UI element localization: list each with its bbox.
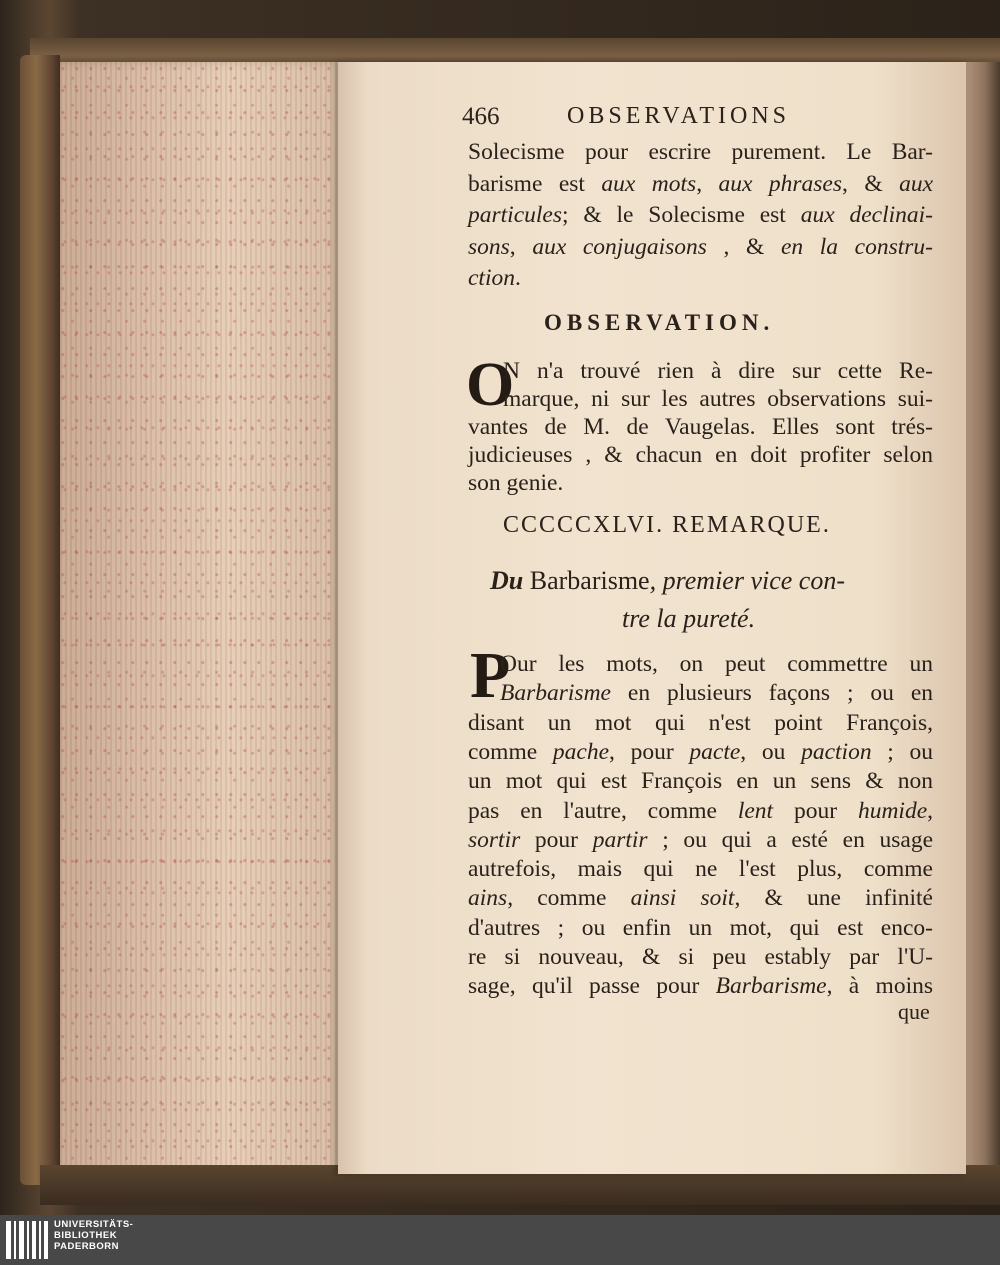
- facing-page-edge: [962, 62, 1000, 1172]
- logo-line-3: PADERBORN: [54, 1241, 120, 1252]
- remarque-line: [500, 650, 933, 679]
- remarque-segment: pour: [520, 826, 593, 853]
- remarque-segment: Our les mots, on peut commettre un: [500, 651, 933, 677]
- remarque-line: [468, 855, 933, 884]
- observation-line: [503, 357, 933, 386]
- remarque-segment: d'autres ; ou enfin un mot, qui est enco-: [468, 914, 933, 941]
- observation-line: [468, 441, 933, 470]
- remarque-segment: autrefois, mais qui ne l'est plus, comme: [468, 856, 933, 883]
- remarque-segment: pacte: [689, 738, 741, 765]
- paragraph1-segment: , &: [706, 233, 781, 260]
- remarque-segment: sage, qu'il passe pour: [468, 973, 716, 1000]
- remarque-line: [468, 914, 933, 943]
- remarque-segment: Barbarisme: [715, 973, 827, 1000]
- remarque-segment: pas en l'autre, comme: [468, 797, 738, 824]
- paragraph1-segment: particules: [468, 202, 562, 228]
- library-logo-text: [54, 1219, 133, 1252]
- remarque-heading: CCCCCXLVI. REMARQUE.: [503, 512, 831, 538]
- remarque-line: [468, 826, 933, 855]
- remarque-segment: , comme: [507, 885, 631, 912]
- remarque-segment: , à moins: [826, 973, 933, 1000]
- remarque-segment: un mot qui est François en un sens & non: [468, 768, 933, 795]
- remarque-segment: humide: [857, 797, 928, 824]
- remarque-segment: ; ou: [871, 738, 934, 765]
- library-logo-icon: [6, 1221, 48, 1259]
- paragraph1-line: [468, 170, 933, 199]
- paragraph1-segment: ,: [509, 233, 533, 260]
- observation-dropcap: O: [466, 351, 515, 419]
- paragraph1-segment: barisme est: [468, 170, 602, 197]
- remarque-segment: pour: [773, 797, 858, 824]
- remarque-line: [468, 884, 933, 913]
- paragraph1-segment: Solecisme pour escrire purement. Le Bar-: [468, 139, 933, 165]
- remarque-segment: , ou: [740, 738, 802, 765]
- paragraph1-line: [468, 138, 933, 167]
- remarque-segment: re si nouveau, & si peu estably par l'U-: [468, 944, 933, 970]
- observation-segment: vantes de M. de Vaugelas. Elles sont trés-: [468, 414, 933, 440]
- logo-line-2: BIBLIOTHEK: [54, 1230, 118, 1241]
- footer-bar: [0, 1215, 1000, 1265]
- book-spine: [20, 55, 60, 1185]
- paragraph1-segment: sons: [468, 233, 510, 260]
- remarque-segment: disant un mot qui n'est point François,: [468, 709, 933, 736]
- remarque-line: [468, 709, 933, 738]
- page-number: 466: [462, 103, 500, 130]
- remarque-segment: , pour: [609, 738, 690, 765]
- remarque-segment: lent: [737, 797, 774, 824]
- remarque-line: [468, 738, 933, 767]
- running-title: OBSERVATIONS: [567, 103, 791, 129]
- remarque-segment: paction: [801, 738, 872, 765]
- remarque-segment: partir: [592, 826, 648, 853]
- paragraph1-segment: , &: [842, 170, 900, 197]
- paragraph1-segment: .: [515, 265, 521, 291]
- observation-line: [468, 469, 933, 498]
- remarque-subtitle-line2: tre la pureté.: [622, 604, 756, 633]
- remarque-dropcap: P: [470, 639, 511, 712]
- remarque-segment: en plusieurs façons ; ou en: [610, 680, 933, 707]
- remarque-line: [468, 972, 933, 1001]
- paragraph1-line: [468, 201, 933, 230]
- paragraph1-segment: aux conjugaisons: [532, 233, 707, 260]
- paragraph1-segment: ,: [696, 170, 719, 197]
- observation-segment: N n'a trouvé rien à dire sur cette Re-: [503, 358, 933, 384]
- remarque-segment: ainsi soit: [630, 885, 735, 912]
- subtitle-rest: , premier vice con-: [649, 566, 845, 595]
- observation-segment: judicieuses , & chacun en doit profiter selon: [468, 442, 933, 468]
- remarque-segment: sortir: [468, 826, 521, 853]
- observation-line: [468, 413, 933, 442]
- paragraph1-line: [468, 233, 933, 262]
- paragraph1-segment: ction: [468, 265, 515, 291]
- paragraph1-segment: ; & le Solecisme est: [562, 202, 801, 228]
- catchword: que: [898, 999, 930, 1024]
- paragraph1-segment: aux mots: [601, 170, 697, 197]
- paragraph1-segment: en la constru-: [780, 233, 933, 260]
- remarque-segment: pache: [552, 738, 610, 765]
- subtitle-prefix: Du: [490, 566, 524, 595]
- paragraph1-line: [468, 264, 933, 293]
- remarque-subtitle: [490, 566, 845, 595]
- paragraph1-segment: aux: [899, 170, 934, 197]
- observation-heading: OBSERVATION.: [544, 310, 775, 335]
- remarque-line: [468, 943, 933, 972]
- remarque-segment: ; ou qui a esté en usage: [647, 826, 933, 853]
- remarque-segment: comme: [468, 738, 553, 765]
- remarque-segment: Barbarisme: [500, 680, 611, 707]
- logo-line-1: UNIVERSITÄTS-: [54, 1219, 134, 1230]
- observation-segment: son genie.: [468, 470, 564, 496]
- remarque-segment: , & une infinité: [734, 885, 933, 912]
- remarque-line: [500, 679, 933, 708]
- remarque-line: [468, 797, 933, 826]
- paragraph1-segment: aux phrases: [718, 170, 843, 197]
- page-stack-edges: [60, 62, 345, 1182]
- paragraph1-segment: aux declinai-: [800, 202, 933, 228]
- remarque-segment: ,: [927, 797, 934, 824]
- subtitle-main: Barbarisme: [529, 566, 650, 595]
- observation-segment: marque, ni sur les autres observations sui-: [503, 386, 933, 412]
- remarque-segment: ains: [468, 885, 508, 912]
- observation-line: [503, 385, 933, 414]
- remarque-line: [468, 767, 933, 796]
